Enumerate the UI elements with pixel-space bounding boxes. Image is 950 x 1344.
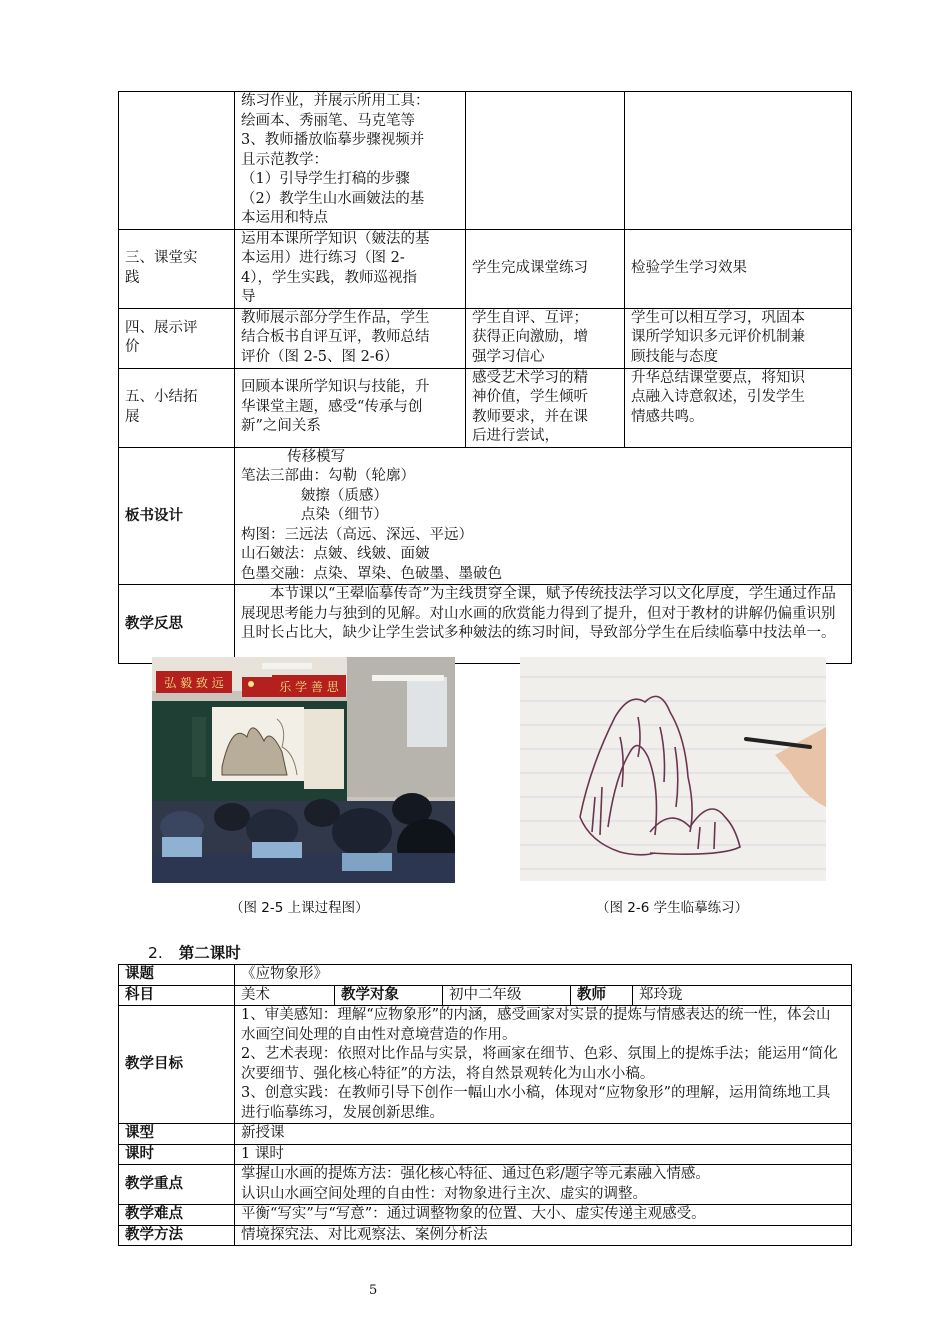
design-intent-cell: 检验学生学习效果	[625, 229, 852, 308]
board-line: 构图：三远法（高远、深远、平远）	[241, 526, 473, 543]
subject-value: 美术	[235, 985, 335, 1006]
row-label-practice: 三、课堂实 践	[119, 229, 235, 308]
table-row	[119, 585, 852, 664]
lesson-process-table	[118, 91, 852, 664]
banner-left-text: 弘 毅 致 远	[164, 676, 224, 690]
row-label-show: 四、展示评 价	[119, 308, 235, 368]
difficulty-text: 平衡“写实”与“写意”：通过调整物象的位置、大小、虚实传递主观感受。	[235, 1205, 852, 1226]
lesson-type-label: 课型	[119, 1124, 235, 1145]
student-sketch-photo	[520, 657, 826, 881]
board-line: 皴擦（质感）	[241, 487, 388, 504]
lesson-type-value: 新授课	[235, 1124, 852, 1145]
student-activity-cell: 学生完成课堂练习	[466, 229, 625, 308]
process-cell: 练习作业，并展示所用工具： 绘画本、秀丽笔、马克笔等 3、教师播放临摹步骤视频并 且示范教学： （1）引导学生打稿的步骤 （2）教学生山水画皴法的基 本运用和特点	[235, 92, 466, 230]
goals-text: 1、审美感知：理解“应物象形”的内涵，感受画家对实景的提炼与情感表达的统一性，体会山水画空间处理的自由性对意境营造的作用。 2、艺术表现：依照对比作品与实景，将画家在细节、色彩、氛围上的提炼手法；能运用“简化次要细节、强化核心特征”的方法，将自然景观转化为山水小稿。 3、创意实践：在教师引导下创作一幅山水小稿，体现对“应物象形”的理解，运用简练地工具进行临摹练习，发展创新思维。	[235, 1006, 852, 1124]
key-points-label: 教学重点	[119, 1165, 235, 1205]
method-label: 教学方法	[119, 1225, 235, 1246]
topic-label: 课题	[119, 965, 235, 986]
hours-value: 1 课时	[235, 1144, 852, 1165]
figure-caption: （图 2-5 上课过程图）	[230, 900, 369, 916]
table-row	[119, 368, 852, 447]
student-activity-cell	[466, 92, 625, 230]
goals-label: 教学目标	[119, 1006, 235, 1124]
teacher-label: 教师	[571, 985, 633, 1006]
board-line: 传移模写	[241, 448, 346, 465]
table-row	[119, 229, 852, 308]
section-title: 第二课时	[178, 944, 241, 962]
audience-label: 教学对象	[335, 985, 443, 1006]
difficulty-label: 教学难点	[119, 1205, 235, 1226]
board-design-label: 板书设计	[119, 447, 235, 585]
table-row	[119, 447, 852, 585]
board-design-content	[235, 447, 852, 585]
row-label-summary: 五、小结拓 展	[119, 368, 235, 447]
design-intent-cell: 升华总结课堂要点，将知识 点融入诗意叙述，引发学生 情感共鸣。	[625, 368, 852, 447]
table-row	[119, 92, 852, 230]
board-line: 点染（细节）	[241, 507, 388, 523]
process-cell: 运用本课所学知识（皴法的基 本运用）进行练习（图 2- 4），学生实践，教师巡视指 导	[235, 229, 466, 308]
hours-label: 课时	[119, 1144, 235, 1165]
section-number: 2.	[148, 944, 163, 962]
audience-value: 初中二年级	[443, 985, 571, 1006]
banner-right-text: 乐 学 善 思	[279, 680, 339, 694]
table-row	[119, 1006, 852, 1124]
process-cell: 回顾本课所学知识与技能，升 华课堂主题，感受“传承与创 新”之间关系	[235, 368, 466, 447]
classroom-photo	[152, 657, 455, 883]
table-row	[119, 1225, 852, 1246]
reflection-label: 教学反思	[119, 585, 235, 664]
teacher-value: 郑玲珑	[633, 985, 852, 1006]
table-row	[119, 1124, 852, 1145]
design-intent-cell: 学生可以相互学习，巩固本 课所学知识多元评价机制兼 顾技能与态度	[625, 308, 852, 368]
lesson-info-table	[118, 964, 852, 1246]
page-number: 5	[369, 1283, 378, 1298]
design-intent-cell	[625, 92, 852, 230]
table-row	[119, 1205, 852, 1226]
sketch-illustration	[520, 657, 826, 881]
table-row	[119, 1144, 852, 1165]
figure-caption: （图 2-6 学生临摹练习）	[596, 900, 749, 916]
table-row	[119, 965, 852, 986]
table-row	[119, 985, 852, 1006]
student-activity-cell: 学生自评、互评； 获得正向激励，增 强学习信心	[466, 308, 625, 368]
subject-label: 科目	[119, 985, 235, 1006]
key-points-text: 掌握山水画的提炼方法：强化核心特征、通过色彩/题字等元素融入情感。 认识山水画空间处理的自由性：对物象进行主次、虚实的调整。	[235, 1165, 852, 1205]
process-cell: 教师展示部分学生作品，学生 结合板书自评互评，教师总结 评价（图 2-5、图 2-6）	[235, 308, 466, 368]
student-activity-cell: 感受艺术学习的精 神价值，学生倾听 教师要求，并在课 后进行尝试，	[466, 368, 625, 447]
board-line: 山石皴法：点皴、线皴、面皴	[241, 546, 430, 562]
method-text: 情境探究法、对比观察法、案例分析法	[235, 1225, 852, 1246]
board-line: 笔法三部曲：勾勒（轮廓）	[241, 468, 415, 484]
reflection-text: 本节课以“王翚临摹传奇”为主线贯穿全课，赋予传统技法学习以文化厚度，学生通过作品展现思考能力与独到的见解。对山水画的欣赏能力得到了提升，但对于教材的讲解仍偏重识别且时长占比大，缺少让学生尝试多种皴法的练习时间，导致部分学生在后续临摹中技法单一。	[235, 585, 852, 664]
board-line: 色墨交融：点染、罩染、色破墨、墨破色	[241, 565, 502, 582]
row-label-cell	[119, 92, 235, 230]
table-row	[119, 308, 852, 368]
table-row	[119, 1165, 852, 1205]
section-heading	[148, 941, 241, 963]
classroom-illustration	[152, 657, 455, 883]
topic-value: 《应物象形》	[235, 965, 852, 986]
